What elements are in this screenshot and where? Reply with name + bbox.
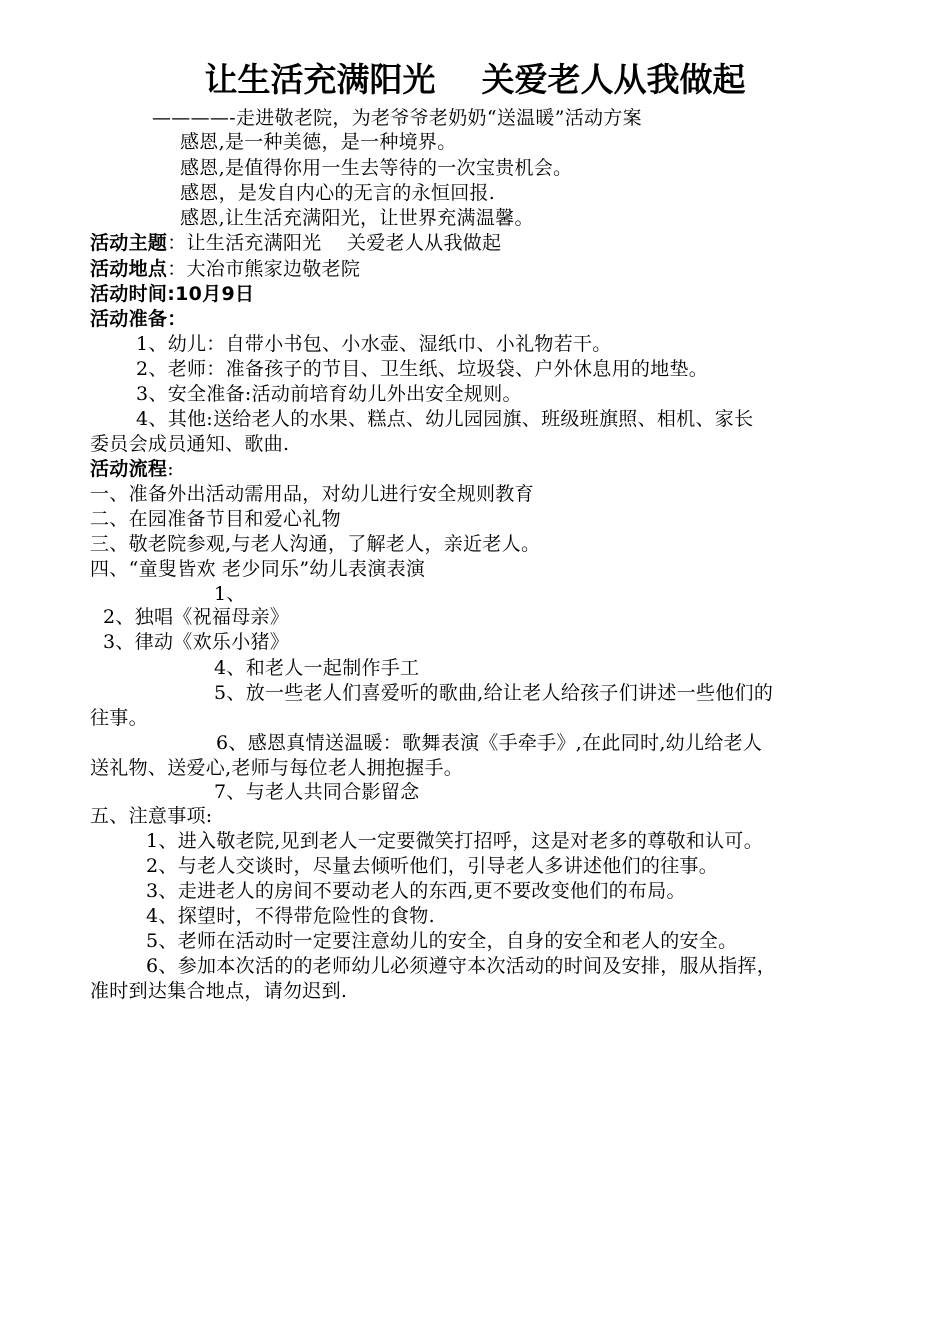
flow-colon: :: [167, 458, 174, 480]
perf-item-5-cont: 往事。: [90, 707, 148, 729]
perf-item-7: 7、与老人共同合影留念: [214, 781, 420, 803]
flow-item-4: 四、“童叟皆欢 老少同乐”幼儿表演表演: [90, 558, 426, 580]
notes-heading: 五、注意事项:: [90, 805, 213, 827]
flow-item-1: 一、准备外出活动需用品，对幼儿进行安全规则教育: [90, 483, 534, 505]
perf-item-3: 3、律动《欢乐小猪》: [103, 631, 290, 653]
theme-row: [90, 231, 501, 256]
perf-item-1: 1、: [214, 583, 246, 605]
notes-item-6-cont: 准时到达集合地点，请勿迟到.: [90, 980, 348, 1002]
place-row: [90, 257, 360, 282]
intro-line-2: 感恩,是值得你用一生去等待的一次宝贵机会。: [180, 157, 573, 179]
document-title: 让生活充满阳光 关爱老人从我做起: [204, 60, 746, 99]
place-value: ：大冶市熊家边敬老院: [167, 258, 361, 280]
prep-label: 活动准备: [90, 308, 168, 330]
flow-item-3: 三、敬老院参观,与老人沟通，了解老人，亲近老人。: [90, 533, 541, 555]
prep-item-1: 1、幼儿：自带小书包、小水壶、湿纸巾、小礼物若干。: [136, 333, 612, 355]
perf-item-5: 5、放一些老人们喜爱听的歌曲,给让老人给孩子们讲述一些他们的: [214, 682, 774, 704]
notes-item-3: 3、走进老人的房间不要动老人的东西,更不要改变他们的布局。: [146, 880, 686, 902]
perf-item-2: 2、独唱《祝福母亲》: [103, 606, 290, 628]
notes-item-2: 2、与老人交谈时，尽量去倾听他们，引导老人多讲述他们的往事。: [146, 855, 719, 877]
prep-item-4-cont: 委员会成员通知、歌曲.: [90, 433, 290, 455]
intro-line-3: 感恩，是发自内心的无言的永恒回报.: [180, 182, 496, 204]
perf-item-6: 6、感恩真情送温暖：歌舞表演《手牵手》,在此同时,幼儿给老人: [216, 732, 763, 754]
notes-item-6: 6、参加本次活的的老师幼儿必须遵守本次活动的时间及安排，服从指挥，: [146, 955, 776, 977]
time-row: 活动时间:10月9日: [90, 283, 255, 305]
prep-item-4: 4、其他:送给老人的水果、糕点、幼儿园园旗、班级班旗照、相机、家长: [136, 408, 754, 430]
perf-item-6-cont: 送礼物、送爱心,老师与每位老人拥抱握手。: [90, 757, 464, 779]
intro-line-1: 感恩,是一种美德，是一种境界。: [180, 131, 457, 153]
perf-item-4: 4、和老人一起制作手工: [214, 657, 420, 679]
theme-value: ：让生活充满阳光 关爱老人从我做起: [167, 232, 502, 254]
intro-line-4: 感恩,让生活充满阳光，让世界充满温馨。: [180, 207, 534, 229]
theme-label: 活动主题: [90, 232, 168, 254]
document-subtitle: ————-走进敬老院，为老爷爷老奶奶“送温暖”活动方案: [152, 107, 642, 129]
flow-item-2: 二、在园准备节目和爱心礼物: [90, 508, 341, 530]
flow-label: 活动流程: [90, 458, 168, 480]
prep-item-2: 2、老师：准备孩子的节目、卫生纸、垃圾袋、户外休息用的地垫。: [136, 358, 709, 380]
place-label: 活动地点: [90, 258, 168, 280]
notes-item-4: 4、探望时，不得带危险性的食物.: [146, 905, 435, 927]
prep-item-3: 3、安全准备:活动前培育幼儿外出安全规则。: [136, 383, 522, 405]
prep-colon: ：: [167, 308, 187, 330]
prep-heading: [90, 307, 187, 332]
notes-item-1: 1、进入敬老院,见到老人一定要微笑打招呼，这是对老多的尊敬和认可。: [146, 830, 764, 852]
flow-heading: [90, 457, 174, 482]
notes-item-5: 5、老师在活动时一定要注意幼儿的安全，自身的安全和老人的安全。: [146, 930, 738, 952]
